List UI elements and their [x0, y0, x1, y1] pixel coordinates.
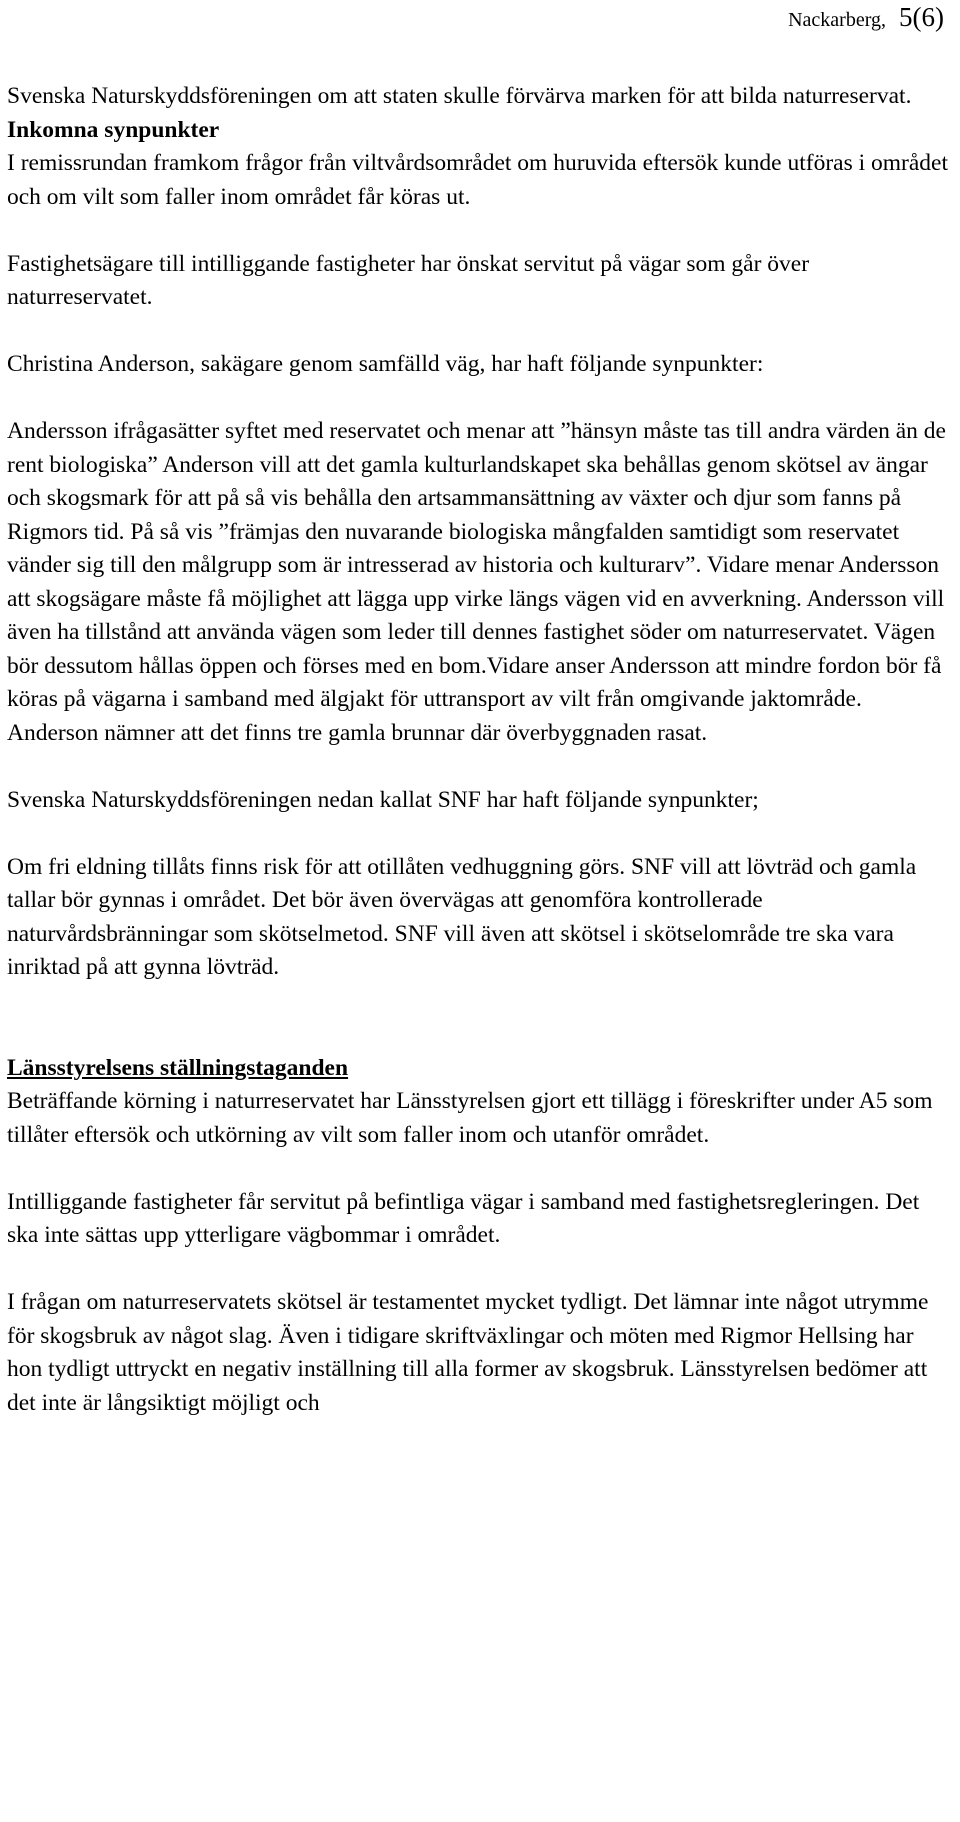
document-body [0, 80, 950, 1420]
paragraph-christina-anderson: Christina Anderson, sakägare genom samfälld väg, har haft följande synpunkter: [7, 351, 764, 377]
page-number: 5(6) [899, 2, 944, 32]
paragraph-snf-synpunkter: Om fri eldning tillåts finns risk för att otillåten vedhuggning görs. SNF vill att lövträd och gamla tallar bör gynnas i området. Det bör även övervägas att genomföra kontrollerade naturvårdsbränningar som skötselmetod. SNF vill även att skötsel i skötselområde tre ska vara inriktad på att gynna lövträd. [7, 853, 917, 980]
page-header [788, 2, 944, 33]
paragraph-andersson-synpunkter: Andersson ifrågasätter syftet med reservatet och menar att ”hänsyn måste tas till andra värden än de rent biologiska” Anderson vill att det gamla kulturlandskapet ska behållas genom skötsel av ängar och skogsmark för att på så vis behålla den artsammansättning av växter och djur som fanns på Rigmors tid. På så vis ”främjas den nuvarande biologiska mångfalden samtidigt som reservatet vänder sig till den målgrupp som är intresserad av historia och kulturarv”. Vidare menar Andersson att skogsägare måste få möjlighet att lägga upp virke längs vägen vid en avverkning. Andersson vill även ha tillstånd att använda vägen som leder till dennes fastighet söder om naturreservatet. Vägen bör dessutom hållas öppen och förses med en bom.Vidare anser Andersson att mindre fordon bör få köras på vägarna i samband med älgjakt för uttransport av vilt från omgivande jaktområde. Anderson nämner att det finns tre gamla brunnar där överbyggnaden rasat. [7, 418, 946, 746]
header-title: Nackarberg, [788, 9, 887, 31]
paragraph-snf-intro: Svenska Naturskyddsföreningen nedan kallat SNF har haft följande synpunkter; [7, 786, 759, 813]
paragraph-fastighetsagare: Fastighetsägare till intilliggande fastigheter har önskat servitut på vägar som går över naturreservatet. [7, 250, 810, 310]
paragraph-servitut: Intilliggande fastigheter får servitut på befintliga vägar i samband med fastighetsregleringen. Det ska inte sättas upp ytterligare vägbommar i området. [7, 1188, 920, 1248]
paragraph-korning: Beträffande körning i naturreservatet har Länsstyrelsen gjort ett tillägg i föreskrifter under A5 som tillåter eftersök och utkörning av vilt som faller inom och utanför området. [7, 1088, 933, 1148]
heading-lansstyrelsens-stallningstaganden: Länsstyrelsens ställningstaganden [7, 1054, 349, 1081]
paragraph-intro-continuation: Svenska Naturskyddsföreningen om att staten skulle förvärva marken för att bilda naturreservat. [7, 83, 912, 109]
paragraph-remissrundan: I remissrundan framkom frågor från viltvårdsområdet om huruvida eftersök kunde utföras i området och om vilt som faller inom området får köras ut. [7, 150, 949, 210]
heading-inkomna-synpunkter: Inkomna synpunkter [7, 116, 220, 143]
paragraph-skotsel: I frågan om naturreservatets skötsel är testamentet mycket tydligt. Det lämnar inte något utrymme för skogsbruk av något slag. Även i tidigare skriftväxlingar och möten med Rigmor Hellsing har hon tydligt uttryckt en negativ inställning till alla former av skogsbruk. Länsstyrelsen bedömer att det inte är långsiktigt möjligt och [7, 1289, 929, 1416]
